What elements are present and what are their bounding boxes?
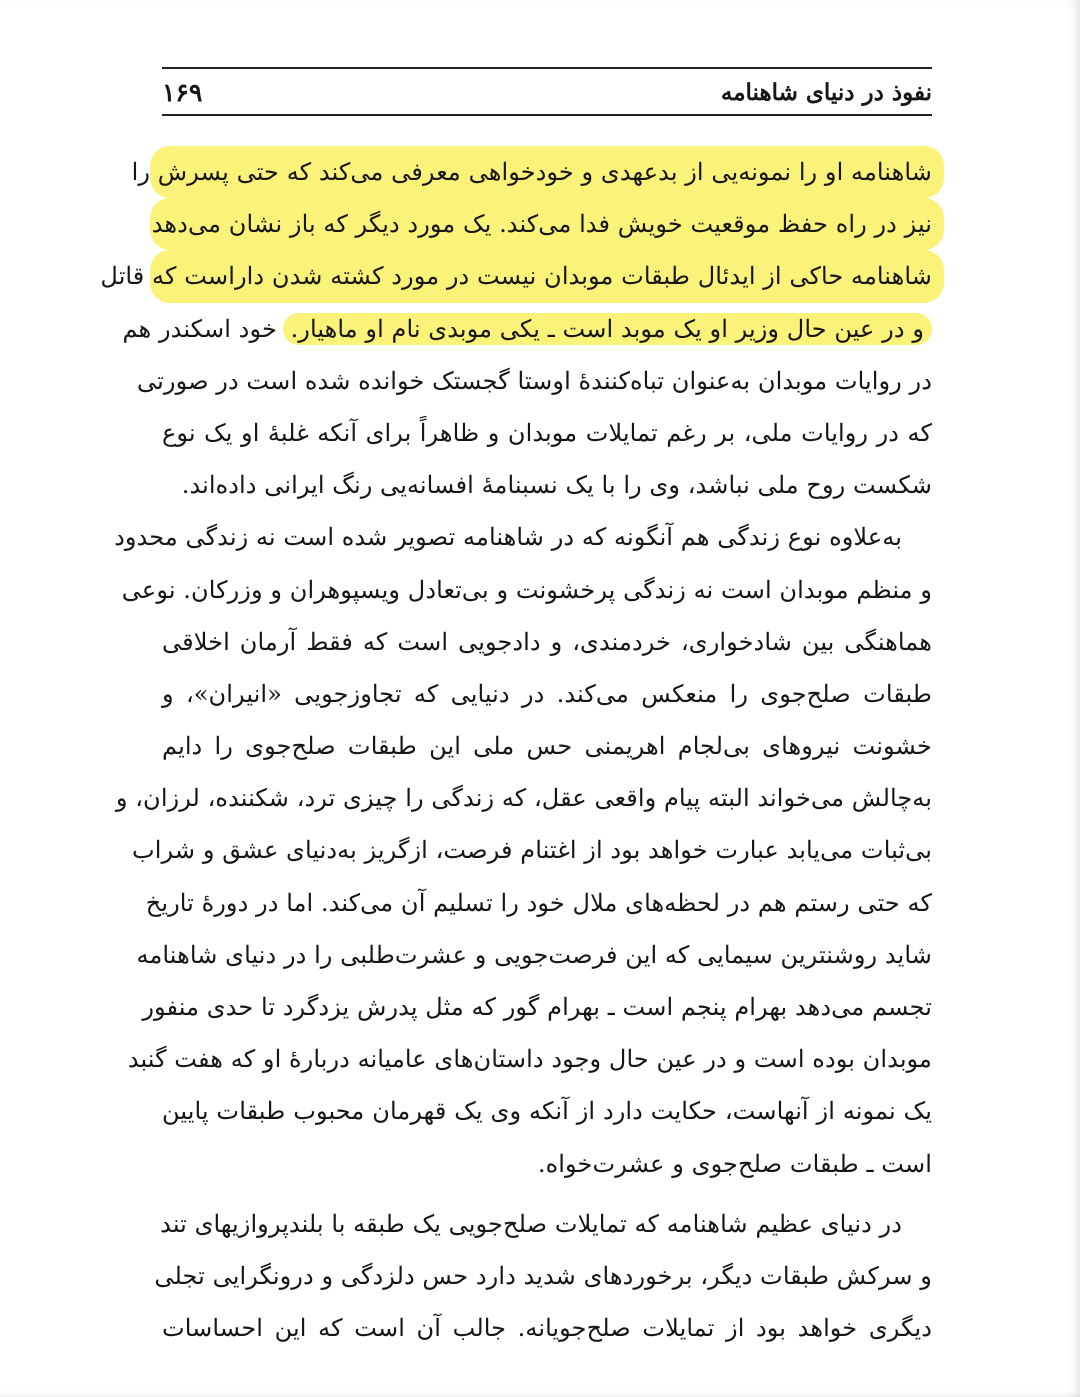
- text-line: شاید روشنترین سیمایی که این فرصت‌جویی و عشرت‌طلبی را در دنیای شاهنامه: [136, 940, 932, 969]
- text-line: هماهنگی بین شادخواری، خردمندی، و دادجویی است که فقط آرمان اخلاقی: [162, 627, 932, 656]
- text-line: یک نمونه از آنهاست، حکایت دارد از آنکه وی یک قهرمان محبوب طبقات پایین: [162, 1097, 932, 1126]
- text-line: که حتی رستم هم در لحظه‌های ملال خود را تسلیم آن می‌کند. اما در دورهٔ تاریخ: [145, 888, 932, 917]
- highlighted-line: نیز در راه حفظ موقعیت خویش فدا می‌کند. یک مورد دیگر که باز نشان می‌دهد: [150, 198, 944, 250]
- text-line: و منظم موبدان است نه زندگی پرخشونت و بی‌تعادل ویسپوهران و وزرکان. نوعی: [121, 575, 932, 604]
- partially-highlighted-line: [122, 303, 932, 355]
- text-line: و سرکش طبقات دیگر، برخوردهای شدید دارد حس دلزدگی و درونگرایی تجلی: [154, 1261, 932, 1290]
- text-line: شکست روح ملی نباشد، وی را با یک نسبنامهٔ افسانه‌یی رنگ ایرانی داده‌اند.: [181, 471, 932, 500]
- text-line: به‌چالش می‌خواند البته پیام واقعی عقل، که زندگی را چیزی ترد، شکننده، لرزان، و: [115, 784, 932, 813]
- text-line: بی‌ثبات می‌یابد عبارت خواهد بود از اغتنام فرصت، ازگریز به‌دنیای عشق و شراب: [132, 836, 932, 865]
- text-line: به‌علاوه نوع زندگی هم آنگونه که در شاهنامه تصویر شده است نه زندگی محدود: [114, 523, 902, 552]
- text-line: تجسم می‌دهد بهرام پنجم است ـ بهرام گور که مثل پدرش یزدگرد تا حدی منفور: [142, 993, 932, 1021]
- text-line: که در روایات ملی، بر رغم تمایلات موبدان و ظاهراً برای آنکه غلبهٔ او یک نوع: [162, 418, 932, 447]
- text-line: موبدان بوده است و در عین حال وجود داستان‌های عامیانه دربارهٔ او که هفت گنبد: [127, 1045, 932, 1074]
- text-line: طبقات صلح‌جوی را منعکس می‌کند. در دنیایی که تجاوزجویی «انیران»، و: [162, 679, 932, 708]
- text-line: است ـ طبقات صلح‌جوی و عشرت‌خواه.: [537, 1149, 932, 1178]
- header-top-rule: [162, 67, 932, 69]
- highlighted-phrase: و در عین حال وزیر او یک موبد است ـ یکی موبدی نام او ماهیار.: [283, 313, 932, 345]
- text-line: دیگری خواهد بود از تمایلات صلح‌جویانه. جالب آن است که این احساسات: [162, 1314, 932, 1343]
- page-number: ۱۶۹: [162, 77, 203, 107]
- highlighted-line: شاهنامه حاکی از ایدئال طبقات موبدان نیست در مورد کشته شدن داراست که قاتل: [150, 250, 944, 302]
- text-line: خشونت نیروهای بی‌لجام اهریمنی حس ملی این طبقات صلح‌جوی را دایم: [162, 732, 932, 761]
- running-title: نفوذ در دنیای شاهنامه: [720, 78, 932, 106]
- header-bottom-rule: [162, 114, 932, 116]
- page-header: [162, 72, 932, 112]
- body-text: [100, 146, 932, 1354]
- text-line: در دنیای عظیم شاهنامه که تمایلات صلح‌جویی یک طبقه با بلندپروازیهای تند: [160, 1209, 902, 1238]
- text-line: در روایات موبدان به‌عنوان تباه‌کنندهٔ اوستا گجستک خوانده شده است در صورتی: [137, 366, 932, 395]
- line-continuation: خود اسکندر هم: [122, 314, 277, 343]
- highlighted-line: شاهنامه او را نمونه‌یی از بدعهدی و خودخواهی معرفی می‌کند که حتی پسرش را: [150, 146, 944, 198]
